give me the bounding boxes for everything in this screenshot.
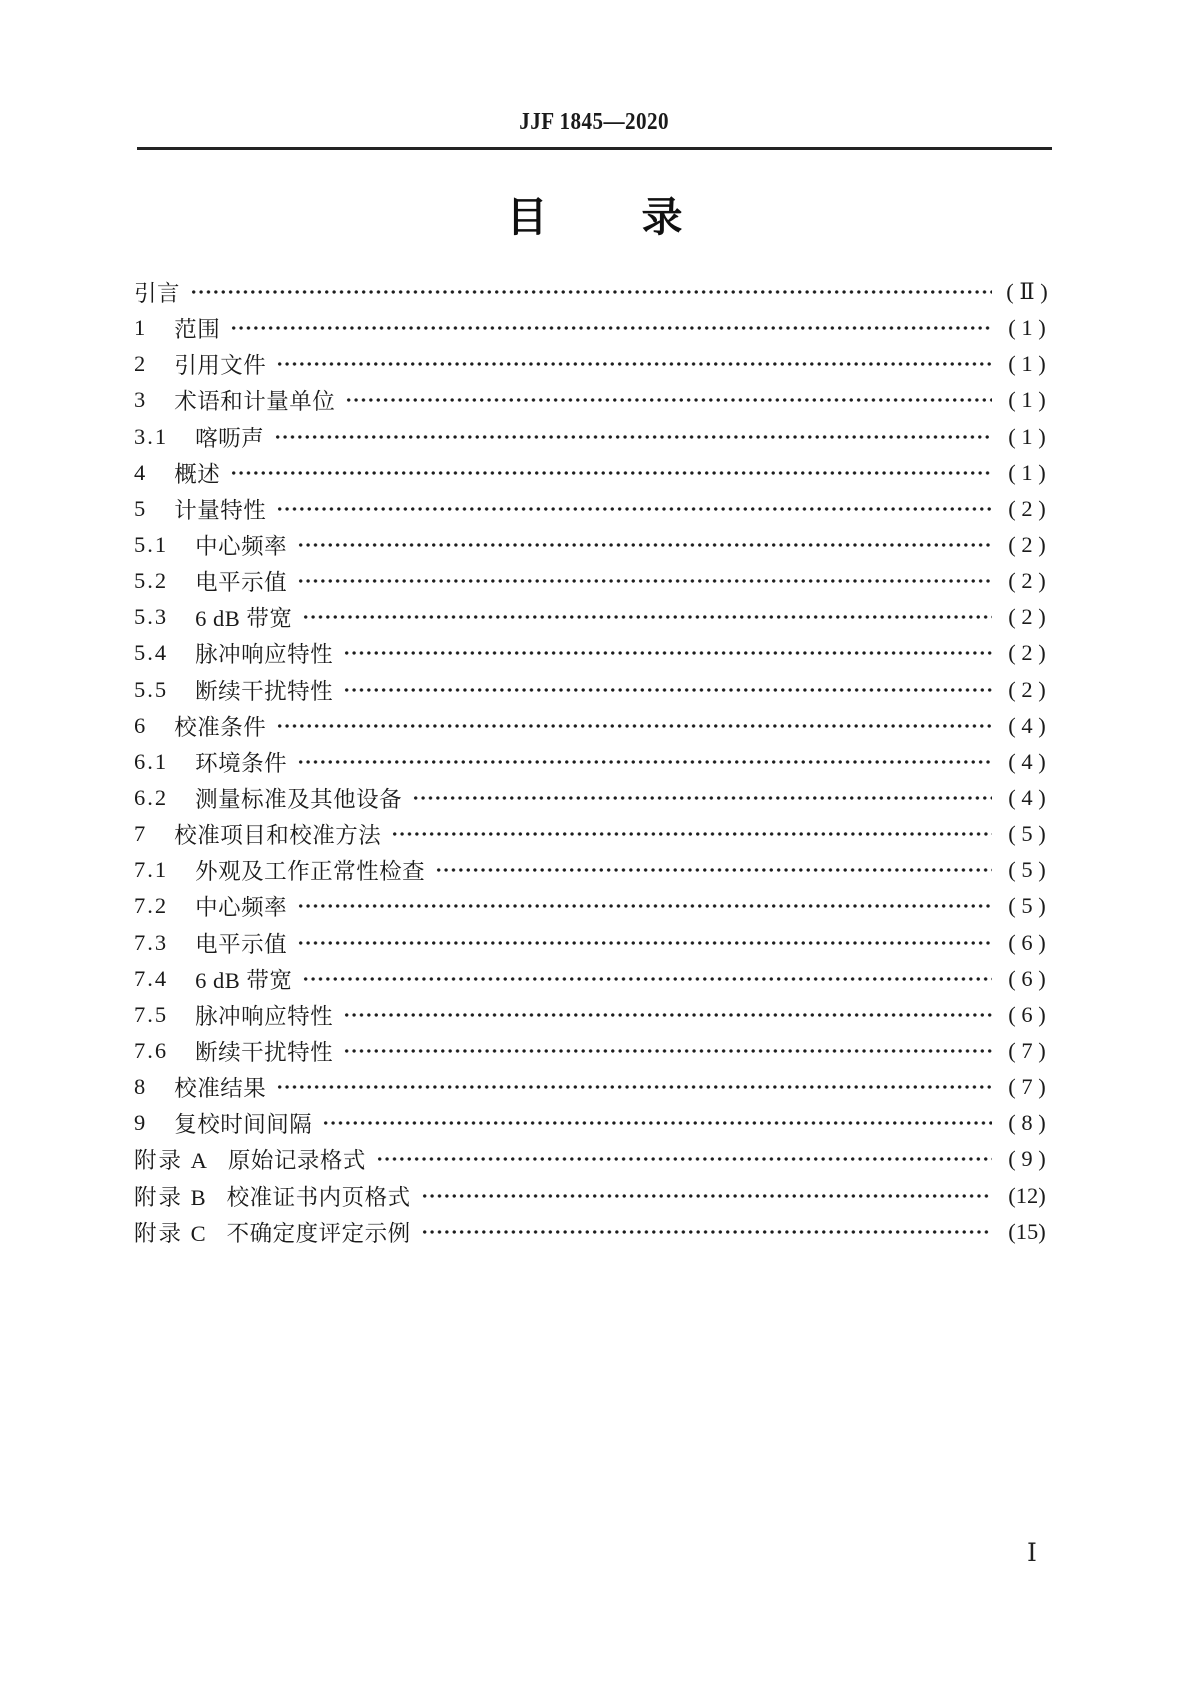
toc-entry [134,1069,1053,1105]
toc-entry-number: 6 [134,712,148,738]
toc-entry-number: 5 [134,495,148,521]
toc-entry-number: 5.2 [134,568,169,594]
toc-entry-number: 7.6 [134,1038,169,1064]
dot-leader [302,961,992,997]
toc-entry-title: 校准证书内页格式 [226,1184,411,1210]
toc-entry-number: 附录 A [134,1148,209,1174]
toc-entry [134,527,1053,563]
standard-number: JJF 1845—2020 [519,109,670,135]
toc-entry-title: 校准条件 [174,714,267,740]
toc-entry-number: 7.1 [134,857,169,883]
toc-entry-title: 喀呖声 [195,425,265,451]
toc-entry-title: 校准项目和校准方法 [174,823,382,849]
toc-entry-title: 测量标准及其他设备 [195,787,403,813]
toc-entry-page: ( 5 ) [1008,857,1046,883]
dot-leader [297,527,992,563]
toc-entry-title: 复校时间间隔 [174,1112,313,1138]
toc-entry [134,1105,1053,1141]
toc-entry-page: ( 7 ) [1008,1038,1046,1064]
toc-entry-number: 7.3 [134,929,169,955]
toc-entry [134,419,1053,455]
dot-leader [376,1141,992,1177]
toc-entry-page: ( 6 ) [1008,965,1046,991]
dot-leader [343,635,992,671]
toc-entry-number: 7.5 [134,1001,169,1027]
dot-leader [297,744,992,780]
dot-leader [421,1178,992,1214]
toc-entry-title: 引用文件 [174,353,267,379]
toc-entry-number: 1 [134,315,148,341]
dot-leader [190,274,992,310]
toc-entry-title: 断续干扰特性 [195,1040,334,1066]
toc-entry-page: ( 1 ) [1008,315,1046,341]
toc-entry-number: 6.1 [134,748,169,774]
toc-entry-page: ( 1 ) [1008,351,1046,377]
dot-leader [274,419,992,455]
toc-entry-number: 3.1 [134,423,169,449]
toc-entry-number: 7.2 [134,893,169,919]
dot-leader [276,708,992,744]
toc-entry [134,961,1053,997]
dot-leader [302,599,992,635]
dot-leader [297,563,992,599]
toc-entry [134,455,1053,491]
toc-entry-title: 断续干扰特性 [195,678,334,704]
toc-entry [134,997,1053,1033]
toc-entry-page: ( 5 ) [1008,893,1046,919]
toc-entry-title: 校准结果 [174,1076,267,1102]
document-header [137,110,1052,134]
toc-entry-title: 脉冲响应特性 [195,642,334,668]
page-title [137,194,1052,240]
dot-leader [297,925,992,961]
toc-entry-number: 5.1 [134,532,169,558]
toc-entry-title: 术语和计量单位 [174,389,336,415]
dot-leader [276,491,992,527]
toc-entry [134,1178,1053,1214]
toc-entry [134,274,1053,310]
page-folio: Ⅰ [1027,1540,1037,1567]
toc-entry-page: ( 1 ) [1008,459,1046,485]
toc-entry-title: 电平示值 [195,570,288,596]
dot-leader [343,672,992,708]
toc-entry-page: ( 6 ) [1008,1001,1046,1027]
dot-leader [435,852,992,888]
toc-entry-title: 6 dB 带宽 [195,606,293,632]
toc-entry-title: 6 dB 带宽 [195,967,293,993]
toc-entry-page: (15) [1008,1218,1046,1244]
toc-entry [134,925,1053,961]
toc-entry-page: ( 5 ) [1008,821,1046,847]
toc-entry-title: 原始记录格式 [227,1148,366,1174]
dot-leader [343,1033,992,1069]
toc-entry-number: 9 [134,1110,148,1136]
toc-entry-number: 5.5 [134,676,169,702]
toc-entry-title: 不确定度评定示例 [226,1220,411,1246]
toc-entry [134,382,1053,418]
toc-entry-page: ( 1 ) [1008,387,1046,413]
toc-entry-title: 计量特性 [174,497,267,523]
toc-entry-title: 范围 [174,317,221,343]
toc-entry [134,346,1053,382]
toc-entry-number: 4 [134,459,148,485]
toc-entry-title: 环境条件 [195,750,288,776]
toc-entry-page: ( 6 ) [1008,929,1046,955]
dot-leader [391,816,992,852]
toc-entry-number: 5.3 [134,604,169,630]
dot-leader [297,888,992,924]
dot-leader [343,997,992,1033]
toc-entry-page: ( 2 ) [1008,676,1046,702]
toc-entry [134,744,1053,780]
toc-entry-number: 附录 B [134,1184,208,1210]
toc-entry-title: 引言 [134,281,181,307]
toc-entry-number: 7.4 [134,965,169,991]
toc-entry [134,708,1053,744]
toc-entry-title: 脉冲响应特性 [195,1003,334,1029]
toc-entry-page: ( 7 ) [1008,1074,1046,1100]
dot-leader [345,382,992,418]
toc-entry [134,491,1053,527]
toc-entry-number: 附录 C [134,1220,208,1246]
toc-entry-number: 2 [134,351,148,377]
toc-entry-page: ( 4 ) [1008,712,1046,738]
toc-entry-title: 中心频率 [195,534,288,560]
toc-entry-number: 8 [134,1074,148,1100]
toc-entry-page: ( 2 ) [1008,568,1046,594]
toc-entry-title: 电平示值 [195,931,288,957]
toc-entry-title: 外观及工作正常性检查 [195,859,426,885]
toc-entry [134,672,1053,708]
toc-entry [134,888,1053,924]
toc-entry [134,780,1053,816]
toc-entry [134,599,1053,635]
toc-entry-page: ( 2 ) [1008,604,1046,630]
page-title-char-2: 录 [641,194,683,240]
toc-entry-title: 中心频率 [195,895,288,921]
toc-entry-number: 5.4 [134,640,169,666]
toc-entry-page: ( 8 ) [1008,1110,1046,1136]
toc-entry-page: ( 4 ) [1008,785,1046,811]
dot-leader [322,1105,992,1141]
toc-entry [134,563,1053,599]
toc-entry-number: 7 [134,821,148,847]
toc-entry [134,310,1053,346]
toc-entry-page: (12) [1008,1182,1046,1208]
toc-entry [134,1141,1053,1177]
toc-entry-page: ( 2 ) [1008,640,1046,666]
toc-entry-page: ( 2 ) [1008,532,1046,558]
dot-leader [421,1214,992,1250]
toc-entry [134,1214,1053,1250]
dot-leader [276,1069,992,1105]
toc-entry-page: ( 1 ) [1008,423,1046,449]
toc-entry-page: ( Ⅱ ) [1006,279,1048,305]
toc-entry-page: ( 4 ) [1008,748,1046,774]
header-rule [137,147,1052,150]
toc-entry-page: ( 9 ) [1008,1146,1046,1172]
toc-list [134,274,1053,1250]
toc-entry-number: 3 [134,387,148,413]
toc-entry-title: 概述 [174,461,221,487]
dot-leader [230,310,992,346]
dot-leader [230,455,992,491]
toc-entry-number: 6.2 [134,785,169,811]
toc-entry [134,852,1053,888]
page-title-char-1: 目 [506,194,548,240]
dot-leader [412,780,992,816]
toc-entry [134,816,1053,852]
dot-leader [276,346,992,382]
toc-entry-page: ( 2 ) [1008,495,1046,521]
toc-entry [134,635,1053,671]
toc-entry [134,1033,1053,1069]
